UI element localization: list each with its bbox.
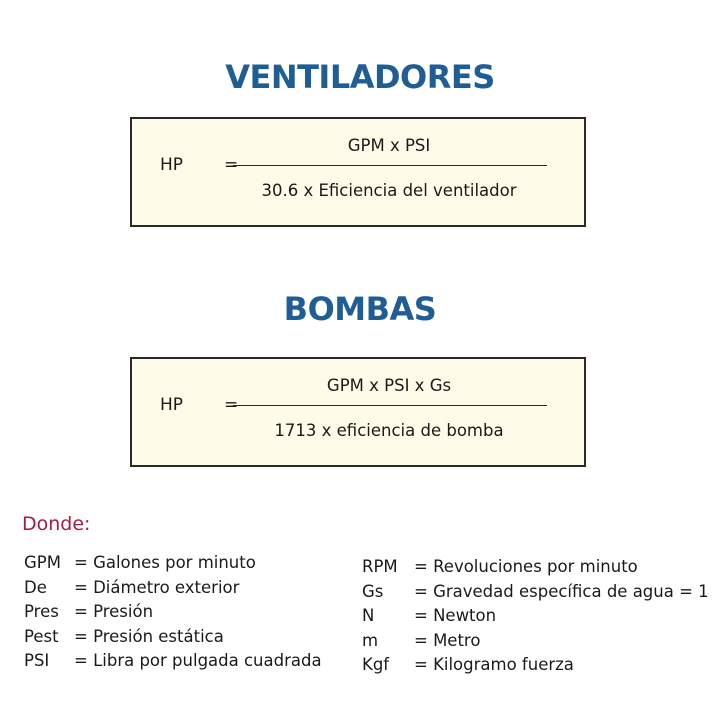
definition-meaning: = Newton bbox=[414, 606, 497, 625]
definition-term: GPM bbox=[24, 553, 61, 572]
definition-term: RPM bbox=[362, 557, 398, 576]
definition-meaning: = Presión estática bbox=[74, 626, 224, 646]
definition-term: De bbox=[24, 577, 47, 597]
formula-equals: = bbox=[224, 155, 239, 175]
definition-meaning: = Gravedad específica de agua = 1 bbox=[414, 581, 709, 601]
definition-meaning: = Kilogramo fuerza bbox=[414, 655, 574, 674]
formula-numerator: GPM x PSI bbox=[347, 136, 431, 155]
fraction-line bbox=[233, 405, 547, 406]
definition-meaning: = Galones por minuto bbox=[74, 553, 256, 572]
definition-meaning: = Metro bbox=[414, 630, 481, 650]
donde-heading: Donde: bbox=[22, 513, 91, 535]
definition-term: PSI bbox=[24, 651, 50, 670]
ventiladores-formula-box bbox=[130, 117, 586, 227]
ventiladores-title: VENTILADORES bbox=[225, 58, 495, 96]
formula-equals: = bbox=[224, 395, 239, 415]
definition-term: N bbox=[362, 606, 375, 625]
formula-denominator: 30.6 x Eficiencia del ventilador bbox=[261, 181, 517, 200]
bombas-title: BOMBAS bbox=[283, 290, 437, 328]
definition-meaning: = Diámetro exterior bbox=[74, 577, 240, 597]
definition-term: Pres bbox=[24, 602, 59, 621]
formula-denominator: 1713 x eficiencia de bomba bbox=[274, 421, 504, 440]
formula-lhs: HP bbox=[160, 155, 184, 175]
definition-term: m bbox=[362, 630, 379, 650]
definition-meaning: = Presión bbox=[74, 602, 154, 621]
definition-term: Pest bbox=[24, 626, 59, 646]
definition-term: Kgf bbox=[362, 655, 390, 674]
definition-meaning: = Revoluciones por minuto bbox=[414, 557, 638, 576]
definition-meaning: = Libra por pulgada cuadrada bbox=[74, 651, 322, 670]
formula-lhs: HP bbox=[160, 395, 184, 415]
fraction-line bbox=[233, 165, 547, 166]
definition-term: Gs bbox=[362, 581, 384, 601]
bombas-formula-box bbox=[130, 357, 586, 467]
formula-numerator: GPM x PSI x Gs bbox=[326, 376, 452, 395]
